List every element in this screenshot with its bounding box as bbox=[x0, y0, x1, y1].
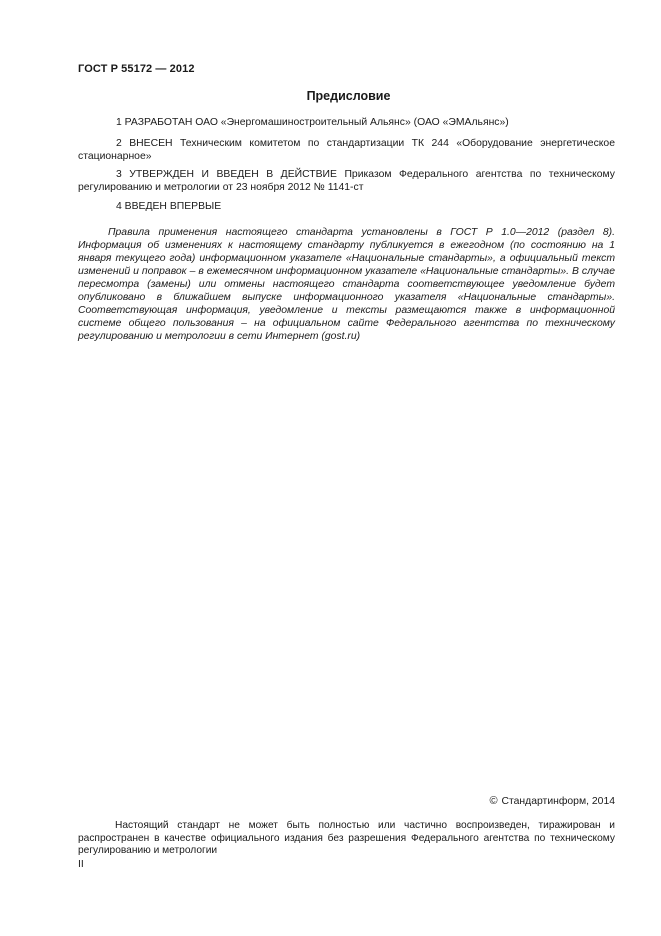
reproduction-notice: Настоящий стандарт не может быть полностью или частично воспроизведен, тиражирован и распространен в качестве официального издания без разрешения Федерального агентства по техническому регулированию и метрологии bbox=[78, 820, 615, 856]
foreword-item-2 bbox=[78, 137, 615, 163]
copyright-icon: © bbox=[489, 795, 498, 807]
foreword-item-text: 1 РАЗРАБОТАН ОАО «Энергомашиностроительный Альянс» (ОАО «ЭМАльянс») bbox=[116, 117, 509, 128]
foreword-item-text: 4 ВВЕДЕН ВПЕРВЫЕ bbox=[116, 201, 222, 212]
copyright-text: Стандартинформ, 2014 bbox=[501, 796, 615, 807]
foreword-item-3 bbox=[78, 168, 615, 194]
page-title: Предисловие bbox=[306, 89, 391, 103]
foreword-item-4 bbox=[78, 200, 615, 213]
foreword-item-1 bbox=[78, 116, 615, 129]
application-rules-note: Правила применения настоящего стандарта установлены в ГОСТ Р 1.0—2012 (раздел 8). Информация об изменениях к настоящему стандарту публикуется в ежегодном (по состоянию на 1 января текущего года) информационном указателе «Национальные стандарты», а официальный текст изменений и поправок – в ежемесячном информационном указателе «Национальные стандарты». В случае пересмотра (замены) или отмены настоящего стандарта соответствующее уведомление будет опубликовано в ближайшем выпуске информационного указателя «Национальные стандарты». Соответствующая информация, уведомление и тексты размещаются также в информационной системе общего пользования – на официальном сайте Федерального агентства по техническому регулированию и метрологии в сети Интернет (gost.ru) bbox=[78, 227, 615, 342]
foreword-item-text: 3 УТВЕРЖДЕН И ВВЕДЕН В ДЕЙСТВИЕ Приказом Федерального агентства по техническому регулированию и метрологии от 23 ноября 2012 № 1141-ст bbox=[78, 169, 615, 193]
page-number: II bbox=[78, 859, 84, 870]
copyright-line bbox=[490, 795, 616, 807]
document-code: ГОСТ Р 55172 — 2012 bbox=[78, 63, 195, 75]
foreword-item-text: 2 ВНЕСЕН Техническим комитетом по стандартизации ТК 244 «Оборудование энергетическое стационарное» bbox=[78, 138, 615, 162]
